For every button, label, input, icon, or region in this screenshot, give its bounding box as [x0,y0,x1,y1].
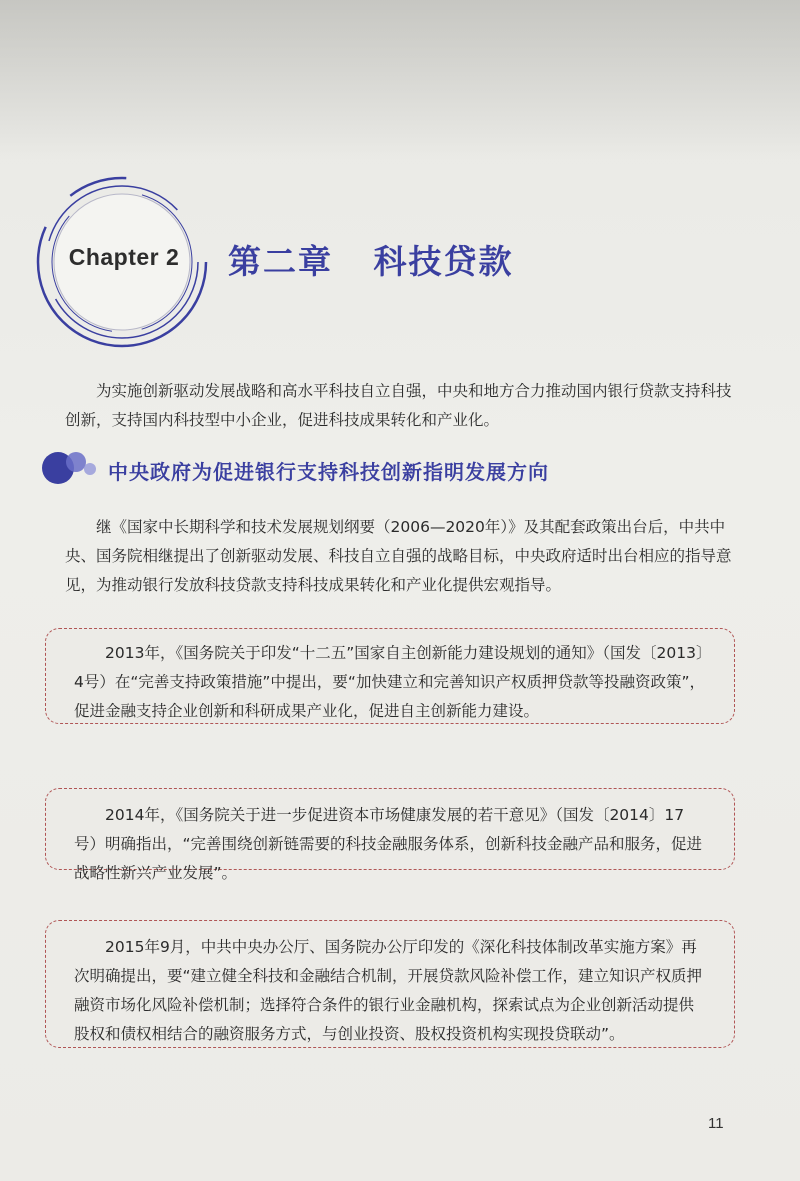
policy-box-text: 2014年，《国务院关于进一步促进资本市场健康发展的若干意见》（国发〔2014〕17号）明确指出，“完善围绕创新链需要的科技金融服务体系，创新科技金融产品和服务，促进战略性新兴产业发展”。 [74,806,703,882]
intro-paragraph: 为实施创新驱动发展战略和高水平科技自立自强，中央和地方合力推动国内银行贷款支持科技创新，支持国内科技型中小企业，促进科技成果转化和产业化。 [65,382,732,429]
page-number: 11 [708,1115,724,1132]
section-heading: 中央政府为促进银行支持科技创新指明发展方向 [108,460,549,484]
chapter-title: 第二章 科技贷款 [228,242,514,281]
policy-box-text: 2015年9月，中共中央办公厅、国务院办公厅印发的《深化科技体制改革实施方案》再次明确提出，要“建立健全科技和金融结合机制，开展贷款风险补偿工作，建立知识产权质押融资市场化风险补偿机制；选择符合条件的银行业金融机构，探索试点为企业创新活动提供股权和债权相结合的融资服务方式，与创业投资、股权投资机构实现投贷联动”。 [74,938,703,1043]
policy-box-2013 [45,628,735,724]
policy-box-text: 2013年，《国务院关于印发“十二五”国家自主创新能力建设规划的通知》（国发〔2013〕4号）在“完善支持政策措施”中提出，要“加快建立和完善知识产权质押贷款等投融资政策”，促进金融支持企业创新和科研成果产业化，促进自主创新能力建设。 [74,644,705,720]
section-bullet-icon [38,443,108,493]
policy-box-2014 [45,788,735,882]
page-shadow [0,0,800,160]
chapter-label: Chapter 2 [68,244,180,270]
policy-box-2015 [45,920,735,1048]
section-paragraph: 继《国家中长期科学和技术发展规划纲要（2006—2020年）》及其配套政策出台后，中共中央、国务院相继提出了创新驱动发展、科技自立自强的战略目标，中央政府适时出台相应的指导意见，为推动银行发放科技贷款支持科技成果转化和产业化提供宏观指导。 [65,518,732,594]
